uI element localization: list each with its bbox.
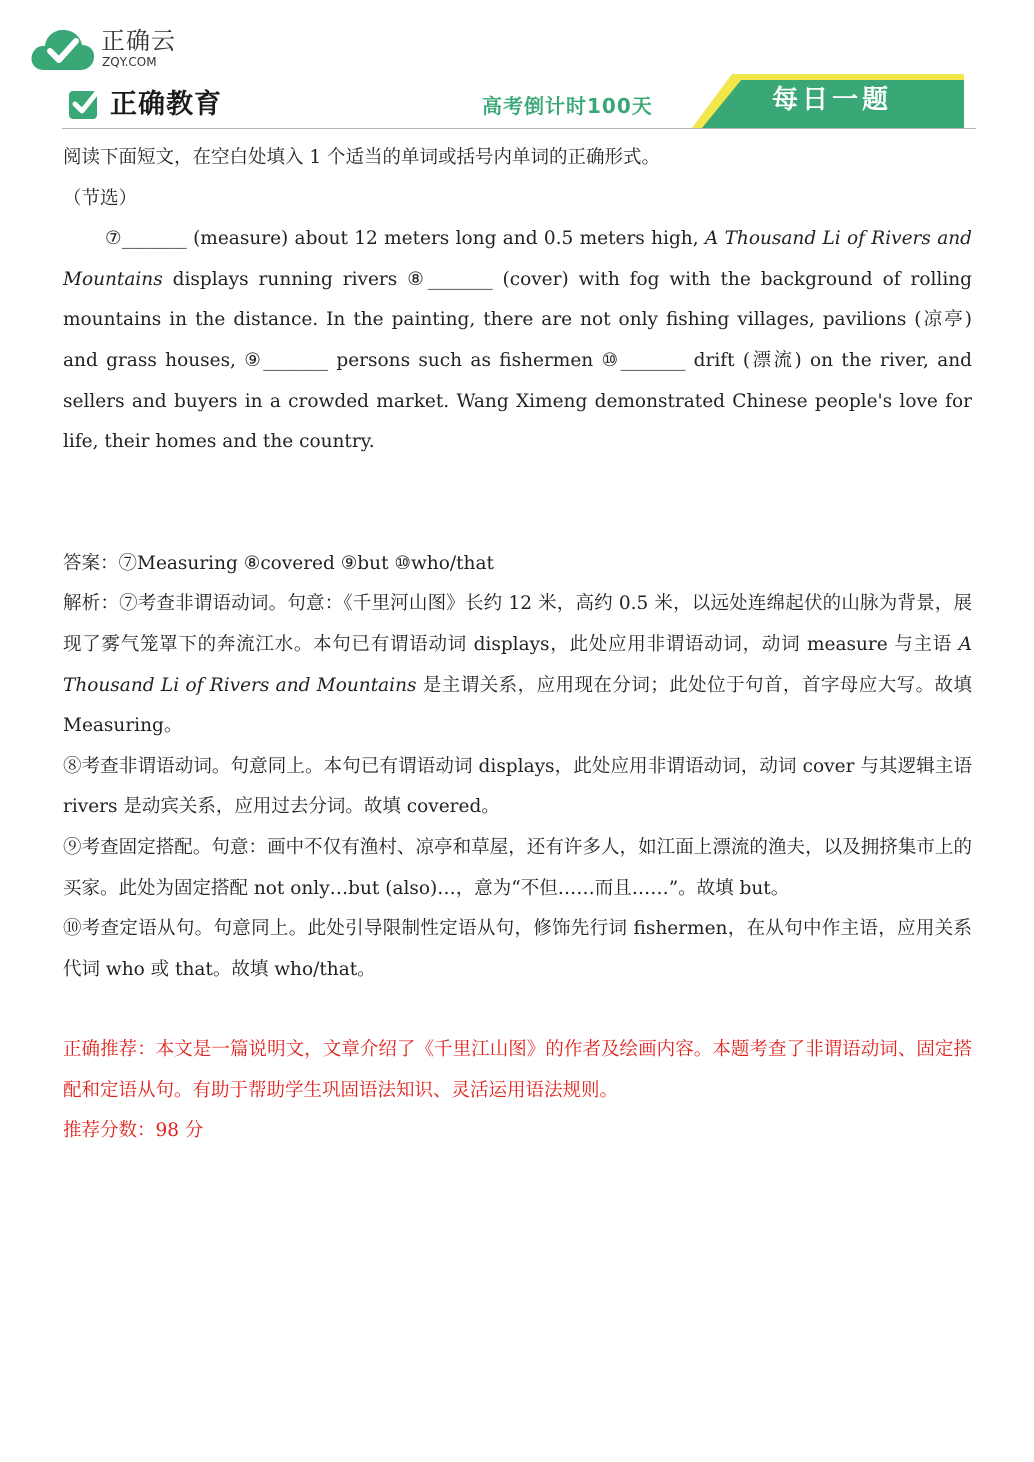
analysis-item-10: ⑩考查定语从句。句意同上。此处引导限制性定语从句，修饰先行词 fishermen，在从句中作主语，应用关系代词 who 或 that。故填 who/that。 (63, 918, 972, 980)
zqy-logo (30, 26, 210, 76)
analysis-item-8: ⑧考查非谓语动词。句意同上。本句已有谓语动词 displays，此处应用非谓语动词，动词 cover 与其逻辑主语 rivers 是动宾关系，应用过去分词。故填 covered。 (63, 755, 972, 818)
passage (63, 219, 972, 463)
countdown-text: 高考倒计时100天 (482, 94, 653, 118)
analysis-item-9: ⑨考查固定搭配。句意：画中不仅有渔村、凉亭和草屋，还有许多人，如江面上漂流的渔夫，以及拥挤集市上的买家。此处为固定搭配 not only…but (also)…，意为“不但……而且……”。故填 but。 (63, 836, 972, 899)
header-divider (62, 128, 976, 129)
analysis-7-part-a: 解析：⑦考查非谓语动词。句意：《千里河山图》长约 12 米，高约 0.5 米，以远处连绵起伏的山脉为背景，展现了雾气笼罩下的奔流江水。本句已有谓语动词 displays，此处应用非谓语动词，动词 measure 与主语 (63, 593, 972, 655)
excerpt-note: （节选） (63, 187, 138, 209)
document-content (63, 138, 972, 1152)
analysis-7-title: A Thousand Li of Rivers and Mountains (63, 633, 972, 696)
brand-name-en: ZQY.COM (102, 55, 157, 69)
passage-part-1: ⑦_______ (measure) about 12 meters long and 0.5 meters high, (105, 228, 705, 250)
cloud-check-icon (30, 26, 96, 72)
checkbox-logo-icon (68, 88, 100, 120)
recommendation-score: 推荐分数：98 分 (63, 1120, 204, 1142)
edu-logo (68, 88, 308, 122)
spacer (63, 463, 972, 544)
passage-part-2: displays running rivers ⑧_______ (cover) with fog with the background of rolling mountains in the distance. In the painting, there are not only fishing villages, pavilions (凉亭) and grass houses, ⑨_______ persons such as fishermen ⑩_______ drift (漂流) on the river, and sellers and buyers in a crowded market. Wang Ximeng demonstrated Chinese people's love for life, their homes and the country. (63, 268, 972, 453)
instruction: 阅读下面短文，在空白处填入 1 个适当的单词或括号内单词的正确形式。 (63, 147, 661, 168)
header-band (62, 74, 976, 130)
passage-painting-title: A Thousand Li of Rivers and Mountains (63, 228, 972, 290)
analysis-item-7 (63, 584, 972, 746)
recommendation-text: 正确推荐：本文是一篇说明文，文章介绍了《千里江山图》的作者及绘画内容。本题考查了非谓语动词、固定搭配和定语从句。有助于帮助学生巩固语法知识、灵活运用语法规则。 (63, 1039, 972, 1101)
tag-text: 每日一题 (772, 85, 893, 115)
answer-line: 答案：⑦Measuring ⑧covered ⑨but ⑩who/that (63, 552, 494, 574)
spacer (63, 990, 972, 1030)
daily-question-tag (692, 74, 964, 128)
edu-logo-text: 正确教育 (110, 89, 222, 120)
brand-name-cn: 正确云 (101, 27, 176, 55)
analysis-7-part-b: 是主谓关系，应用现在分词；此处位于句首，首字母应大写。故填 Measuring。 (63, 674, 972, 737)
